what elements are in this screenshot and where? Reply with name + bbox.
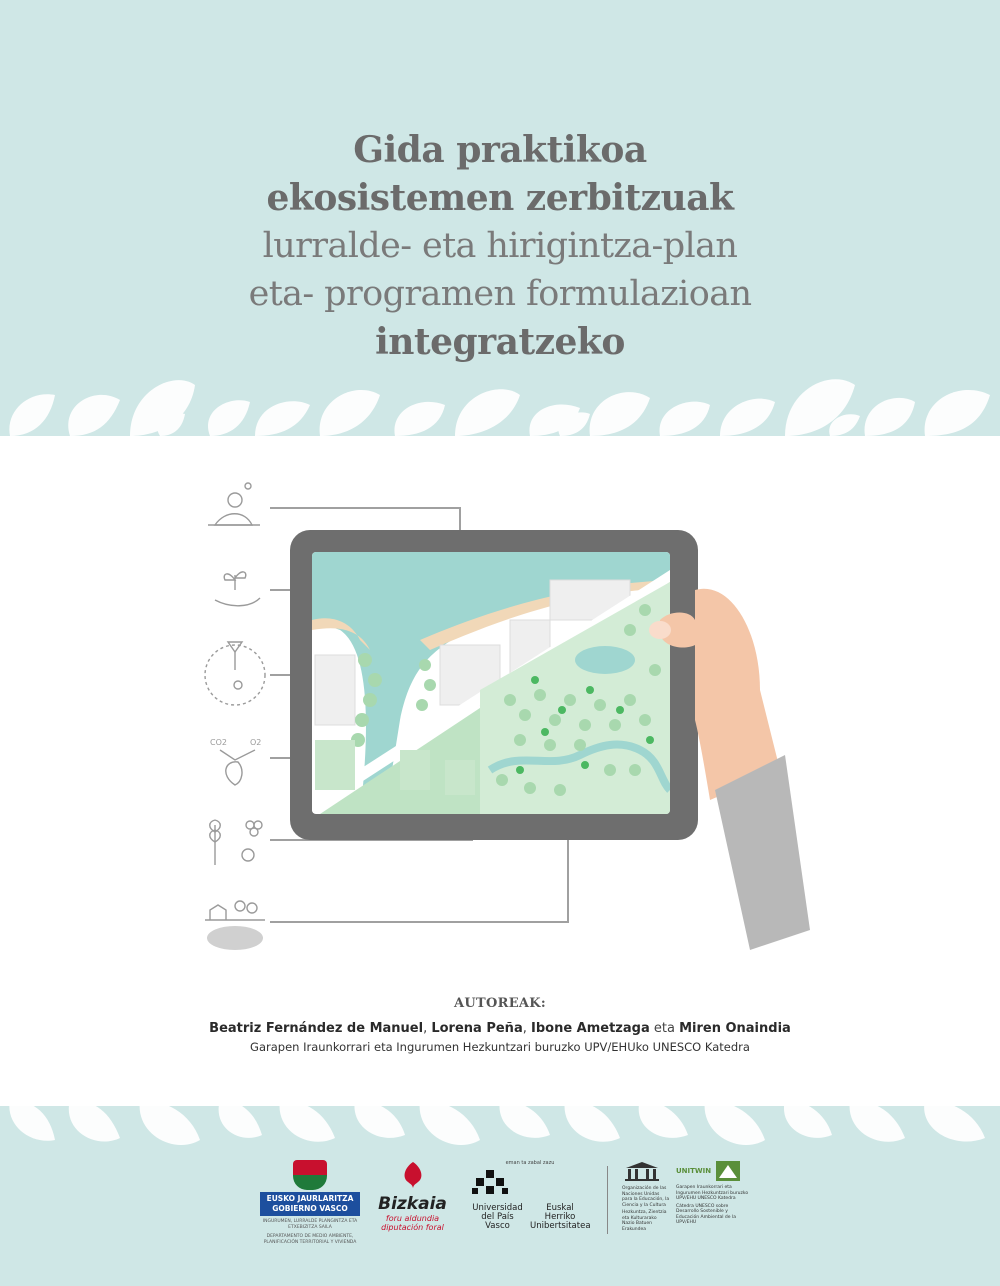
document-title: [0, 126, 1000, 366]
ecosystem-service-icons: [205, 483, 265, 950]
basque-coat-of-arms-icon: [293, 1160, 327, 1190]
title-line-3: lurralde- eta hirigintza-plan: [262, 226, 738, 266]
svg-text:O2: O2: [250, 738, 262, 747]
food-icon: [210, 820, 262, 865]
landscape-icon: [205, 901, 265, 950]
bizkaia-tree-icon: [400, 1160, 426, 1190]
bizkaia-logo: Bizkaia foru aldundia diputación foral: [375, 1160, 450, 1232]
chair-emblem-icon: [715, 1160, 741, 1182]
author-name: Lorena Peña: [431, 1021, 523, 1036]
title-line-4: eta- programen formulazioan: [248, 274, 752, 314]
author-names: Beatriz Fernández de Manuel, Lorena Peña, Ibone Ametzaga eta Miren Onaindia: [209, 1021, 791, 1036]
logo-divider: [607, 1166, 608, 1234]
bottom-leaf-border: [0, 1100, 1000, 1160]
authors-affiliation: Garapen Iraunkorrari eta Ingurumen Hezkuntzari buruzko UPV/EHUko UNESCO Katedra: [250, 1040, 750, 1054]
unesco-temple-icon: [622, 1160, 662, 1182]
unesco-chair-logo: Organización de las Naciones Unidas para la Educación, la Ciencia y la Cultura Hezkuntza, Zientzia eta Kulturarako Nazio Batuen Erakundea UNITWIN Garapen Iraunkorrari eta Ingurumen Hezkuntzari buruzko UPV/EHU UNESCO Katedra Cátedra UNESCO sobre Desarrollo Sostenible y Educación Ambiental de la UPV/EHU: [622, 1160, 752, 1232]
author-name: Miren Onaindia: [679, 1021, 791, 1036]
svg-text:CO2: CO2: [210, 738, 227, 747]
co2-o2-leaf-icon: [210, 738, 261, 785]
title-line-2: ekosistemen zerbitzuak: [266, 177, 734, 219]
hand-plant-icon: [215, 572, 260, 606]
authors-block: [0, 996, 1000, 1054]
recreation-icon: [208, 483, 260, 525]
unitwin-label: UNITWIN: [676, 1167, 712, 1175]
eusko-jaurlaritza-logo: EUSKO JAURLARITZA GOBIERNO VASCO INGURUMEN, LURRALDE PLANGINTZA ETA ETXEBIZITZA SAILA DEPARTAMENTO DE MEDIO AMBIENTE, PLANIFICACIÓN TERRITORIAL Y VIVIENDA: [260, 1160, 360, 1246]
upv-ehu-mark-icon: [470, 1168, 510, 1198]
soil-cycle-icon: [205, 642, 265, 705]
tablet-screen-map: [312, 552, 670, 814]
author-name: Ibone Ametzaga: [531, 1021, 650, 1036]
authors-heading: AUTOREAK:: [453, 996, 547, 1011]
title-line-1: Gida praktikoa: [353, 129, 647, 171]
tablet-illustration: [190, 470, 810, 970]
author-name: Beatriz Fernández de Manuel: [209, 1021, 424, 1036]
title-line-5: integratzeko: [375, 321, 625, 363]
sponsor-logos: [250, 1160, 770, 1250]
upv-ehu-logo: eman ta zabal zazu Universidad del País Vasco Euskal Herriko Unibertsitatea: [470, 1160, 590, 1231]
